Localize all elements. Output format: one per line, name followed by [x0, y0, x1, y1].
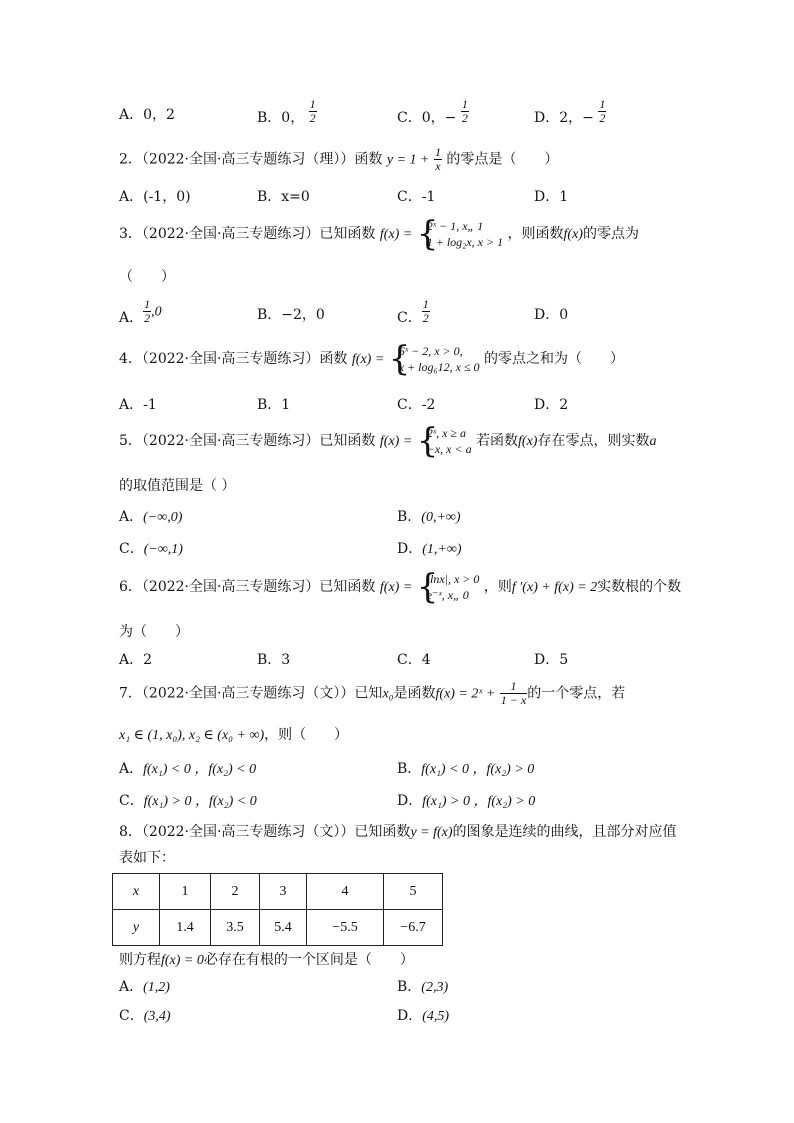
q1-option-b-frac [309, 98, 317, 125]
q7-option-c [119, 790, 257, 810]
q3-a-num: 1 [144, 297, 151, 311]
table-cell: 5 [384, 874, 443, 910]
q6-brace: { [416, 567, 439, 607]
q7-cond: x₁ ∈ (1, x₀), x₂ ∈ (x₀ + ∞) [119, 728, 265, 743]
q5-option-a-label: A． [119, 509, 144, 525]
q6-piecewise [416, 567, 480, 607]
q3-brace: { [416, 214, 439, 254]
table-cell: x [113, 874, 160, 910]
q3-stem [119, 214, 639, 254]
table-row [113, 874, 443, 910]
q5-fname: f(x) = [379, 434, 413, 449]
q2-frac [434, 146, 442, 173]
table-cell: y [113, 910, 160, 946]
q2-option-a: A．(-1，0) [119, 189, 191, 205]
q8-option-d [397, 1005, 449, 1025]
q7-frac-num: 1 [500, 680, 527, 694]
table-row [113, 910, 443, 946]
q6-option-d: D．5 [534, 652, 569, 668]
q6-option-b: B．3 [257, 652, 291, 668]
q3-a-den: 2 [144, 311, 151, 325]
q5-stem-mid: 若函数 [476, 433, 519, 449]
q1-option-d [534, 98, 606, 125]
q8-after-suffix: 必存在有根的一个区间是（ ） [203, 952, 414, 968]
q5-option-c-label: C． [119, 541, 144, 557]
q2-frac-num: 1 [434, 145, 441, 159]
q8-stem [119, 821, 677, 841]
q5-stem [119, 421, 657, 461]
q4-stem [119, 339, 625, 379]
table-cell: 3 [260, 874, 307, 910]
q8-after-line [119, 949, 414, 969]
q6-stem-suffix: 实数根的个数 [597, 579, 682, 595]
q3-option-a-text: A． [119, 309, 144, 326]
q2-option-b: B．x=0 [257, 189, 310, 205]
q2-option-d: D．1 [534, 189, 569, 205]
q3-a-frac [143, 298, 151, 325]
q5-fx: f(x) [518, 434, 538, 449]
q7-option-a-math: f(x₁) < 0 ，f(x₂) < 0 [143, 762, 257, 777]
q6-stem-mid: ，则 [483, 579, 512, 595]
q7-option-c-label: C． [119, 793, 144, 809]
q7-stem-suffix: 的一个零点，若 [527, 685, 626, 702]
q4-brace: { [388, 339, 411, 379]
q8-option-a-math: (1,2) [143, 980, 170, 995]
q6-stem [119, 567, 682, 607]
q7-stem-prefix: 7．（2022·全国·高三专题练习（文））已知 [119, 685, 383, 702]
q3-fx: f(x) [563, 227, 583, 242]
q5-piece-row-2: −x, x < a [426, 442, 472, 456]
q4-piece-row-1: 6ˣ − 2, x > 0, [398, 344, 463, 358]
q1-d-num: 1 [599, 97, 606, 111]
q1-d-den: 2 [599, 111, 606, 125]
q8-func: y = f(x) [410, 825, 453, 840]
q5-option-d-math: (1,+∞) [422, 542, 462, 557]
q3-a-tail: ,0 [151, 304, 162, 320]
q8-option-a [119, 976, 170, 996]
q3-paren: （ ） [119, 269, 175, 285]
q1-option-c [397, 98, 469, 125]
q7-option-d-label: D． [397, 793, 423, 809]
q7-x0: x₀ [382, 686, 394, 702]
q8-option-c-label: C． [119, 1008, 144, 1024]
q7-frac [500, 680, 527, 707]
q7-fdef: f(x) = 2ˣ + [435, 686, 496, 702]
q3-option-c-text: C． [397, 309, 422, 326]
q4-fname: f(x) = [351, 352, 385, 367]
q2-stem-suffix: 的零点是（ ） [446, 151, 559, 168]
q2-stem [119, 146, 558, 173]
q7-option-b [397, 758, 534, 778]
q5-stem-prefix: 5．（2022·全国·高三专题练习）已知函数 [119, 433, 376, 449]
table-cell: 5.4 [260, 910, 307, 946]
q2-stem-prefix: 2．（2022·全国·高三专题练习（理））函数 [119, 151, 383, 168]
q1-option-d-frac [598, 98, 606, 125]
q1-c-num: 1 [461, 97, 468, 111]
q4-stem-prefix: 4．（2022·全国·高三专题练习）函数 [119, 351, 348, 367]
q8-option-c [119, 1005, 171, 1025]
q7-cond-suffix: ，则（ ） [264, 727, 349, 743]
q7-stem [119, 680, 625, 707]
q1-option-a-text: A．0，2 [119, 107, 175, 123]
q7-stem-mid: 是函数 [393, 685, 436, 702]
q2-option-c: C．-1 [397, 189, 436, 205]
q5-piecewise [416, 421, 472, 461]
q3-option-b: B．−2，0 [257, 307, 325, 323]
q3-stem-suffix: ，则函数 [507, 226, 564, 242]
q8-line2: 表如下： [119, 850, 175, 866]
q4-option-d: D．2 [534, 397, 569, 413]
q3-stem-end: 的零点为 [582, 226, 639, 242]
q5-option-b-math: (0,+∞) [421, 510, 461, 525]
q5-brace: { [416, 421, 439, 461]
q7-option-d-math: f(x₁) > 0 ，f(x₂) > 0 [422, 794, 536, 809]
q2-formula: y = 1 + [386, 152, 430, 168]
q7-option-c-math: f(x₁) > 0 ，f(x₂) < 0 [143, 794, 257, 809]
q1-option-c-frac [461, 98, 469, 125]
q6-eq: f ′(x) + f(x) = 2 [511, 580, 598, 595]
q4-piece-row-2: x + log₆12, x ≤ 0 [398, 360, 480, 374]
q6-fname: f(x) = [379, 580, 413, 595]
table-cell: −5.5 [307, 910, 384, 946]
q6-piece-row-2: e⁻ˣ, x„ 0 [426, 588, 469, 602]
q4-piecewise [388, 339, 480, 379]
q8-option-b [397, 976, 448, 996]
q3-option-a [119, 298, 162, 325]
q7-frac-den: 1 − x [500, 693, 527, 707]
q8-option-d-math: (4,5) [422, 1009, 450, 1024]
q8-option-b-math: (2,3) [421, 980, 449, 995]
q8-option-b-label: B． [397, 979, 422, 995]
q1-b-den: 2 [309, 111, 316, 125]
q4-stem-suffix: 的零点之和为（ ） [484, 351, 625, 367]
q1-option-b-text: B．0， [257, 109, 305, 126]
q5-line2: 的取值范围是（ ） [119, 478, 236, 494]
q6-option-c: C．4 [397, 652, 431, 668]
q7-option-a [119, 758, 256, 778]
q6-stem-prefix: 6．（2022·全国·高三专题练习）已知函数 [119, 579, 376, 595]
q8-value-table [112, 873, 443, 946]
q8-option-c-math: (3,4) [143, 1009, 171, 1024]
q5-option-d [397, 538, 462, 558]
table-cell: 1 [160, 874, 211, 910]
q5-piece-row-1: 2ˣ, x ≥ a [426, 426, 467, 440]
table-cell: −6.7 [384, 910, 443, 946]
q3-c-frac [422, 298, 430, 325]
q8-after-eq: f(x) = 0 [161, 953, 204, 968]
q3-piece-row-2: 1 + log₂x, x > 1 [426, 235, 504, 249]
table-cell: 4 [307, 874, 384, 910]
q7-option-b-label: B． [397, 761, 422, 777]
q5-option-d-label: D． [397, 541, 423, 557]
q5-option-b-label: B． [397, 509, 422, 525]
q1-option-d-text: D．2，− [534, 109, 594, 126]
q5-option-a-math: (−∞,0) [143, 510, 183, 525]
q3-c-den: 2 [422, 311, 429, 325]
q7-cond-line [119, 724, 348, 744]
q3-fname: f(x) = [379, 227, 413, 242]
q8-option-a-label: A． [119, 979, 144, 995]
table-cell: 1.4 [160, 910, 211, 946]
table-cell: 2 [211, 874, 260, 910]
q8-after-prefix: 则方程 [119, 952, 161, 968]
q1-option-a [119, 104, 175, 124]
q3-stem-prefix: 3．（2022·全国·高三专题练习）已知函数 [119, 226, 376, 242]
q7-option-b-math: f(x₁) < 0 ，f(x₂) > 0 [421, 762, 535, 777]
q1-b-num: 1 [309, 97, 316, 111]
q8-stem-suffix: 的图象是连续的曲线，且部分对应值 [452, 824, 677, 840]
q5-var: a [649, 434, 657, 449]
q3-option-c [397, 298, 430, 325]
q6-option-a: A．2 [119, 652, 153, 668]
q1-c-den: 2 [461, 111, 468, 125]
q5-option-a [119, 506, 182, 526]
q4-option-a: A．-1 [119, 397, 157, 413]
q4-option-b: B．1 [257, 397, 291, 413]
q8-stem-prefix: 8．（2022·全国·高三专题练习（文））已知函数 [119, 824, 411, 840]
table-cell: 3.5 [211, 910, 260, 946]
q5-option-c-math: (−∞,1) [143, 542, 183, 557]
q6-piece-row-1: |lnx|, x > 0 [426, 572, 480, 586]
q8-option-d-label: D． [397, 1008, 423, 1024]
q3-c-num: 1 [422, 297, 429, 311]
q3-piece-row-1: 2ˣ − 1, x„ 1 [426, 219, 484, 233]
q5-stem-mid2: 存在零点，则实数 [537, 433, 650, 449]
q1-option-b [257, 98, 317, 125]
q6-line2: 为（ ） [119, 624, 189, 640]
q7-option-d [397, 790, 535, 810]
q7-option-a-label: A． [119, 761, 144, 777]
q5-option-b [397, 506, 461, 526]
q1-option-c-text: C．0，− [397, 109, 457, 126]
q3-piecewise [416, 214, 504, 254]
q2-frac-den: x [435, 159, 441, 173]
q5-option-c [119, 538, 183, 558]
q3-option-d: D．0 [534, 307, 569, 323]
q4-option-c: C．-2 [397, 397, 436, 413]
